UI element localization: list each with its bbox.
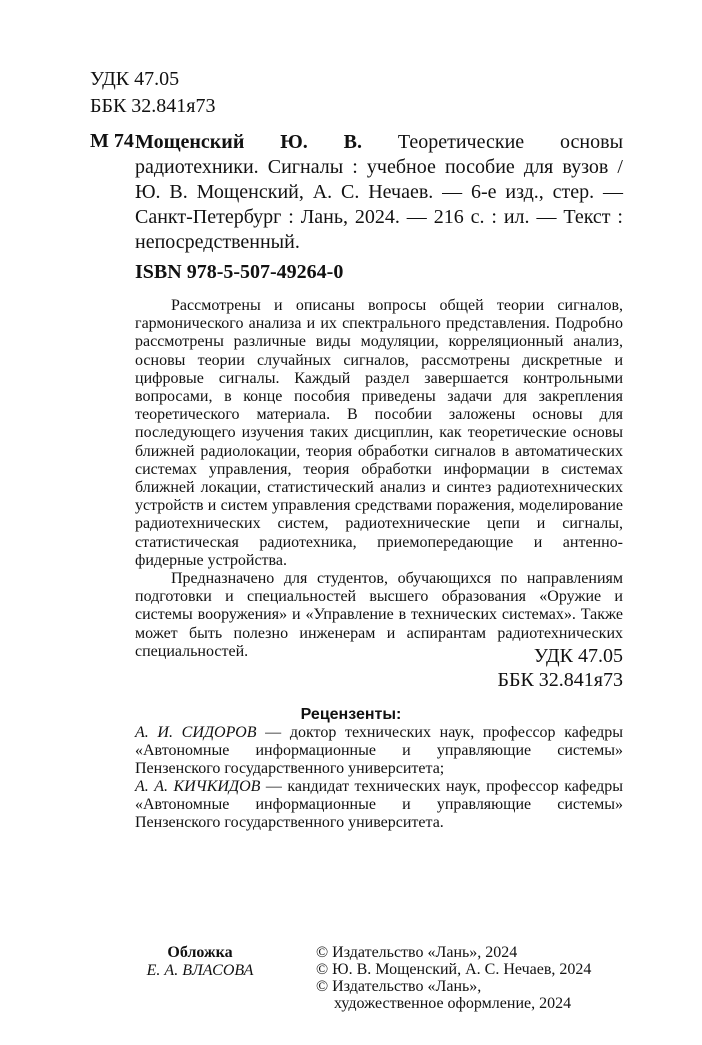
copyright-line: художественное оформление, 2024 xyxy=(334,995,572,1012)
abstract-paragraph: Рассмотрены и описаны вопросы общей теории сигналов, гармонического анализа и их спектрального представления. Подробно рассмотрены различные виды модуляции, корреляционный анализ, основы теории случайных сигналов, рассмотрены дискретные и цифровые сигналы. Каждый раздел завершается контрольными вопросами, в конце пособия приведены задачи для закрепления теоретического материала. В пособии заложены основы для последующего изучения таких дисциплин, как теоретические основы ближней радиолокации, теория обработки сигналов в автоматических системах управления, теория обработки информации в системах ближней локации, статистический анализ и синтез радиотехнических устройств и систем управления средствами поражения, моделирование радиотехнических систем, радиотехнические цепи и сигналы, статистическая радиотехника, приемопередающие и антенно-фидерные устройства. xyxy=(135,297,623,569)
copyright-line: © Ю. В. Мощенский, А. С. Нечаев, 2024 xyxy=(316,961,592,978)
author-cutter-mark: М 74 xyxy=(90,130,134,152)
reviewer-entry xyxy=(135,778,623,832)
copyright-line: © Издательство «Лань», xyxy=(316,978,482,995)
classification-codes-bottom xyxy=(497,644,623,692)
udk-code: УДК 47.05 xyxy=(90,68,180,90)
reviewers-title: Рецензенты: xyxy=(300,706,402,723)
reviewers-list xyxy=(135,724,623,832)
abstract xyxy=(135,297,623,661)
copyright-block xyxy=(316,944,591,1012)
isbn: ISBN 978-5-507-49264-0 xyxy=(135,261,344,283)
reviewer-credentials: — доктор технических наук, профессор кафедры «Автономные информационные и управляющие системы» Пензенского государственного университета; xyxy=(135,724,624,777)
reviewer-entry xyxy=(135,724,623,778)
bbk-code: ББК 32.841я73 xyxy=(90,95,216,117)
bibliographic-record xyxy=(135,130,623,255)
bbk-code: ББК 32.841я73 xyxy=(497,669,623,691)
reviewer-name: А. И. СИДОРОВ xyxy=(135,724,257,741)
author-heading: Мощенский Ю. В. xyxy=(135,131,362,153)
cover-credit xyxy=(140,944,260,980)
udk-code: УДК 47.05 xyxy=(533,645,623,667)
copyright-line: © Издательство «Лань», 2024 xyxy=(316,944,518,961)
bibliographic-description: Теоретические основы радиотехники. Сигналы : учебное пособие для вузов / Ю. В. Мощенский, А. С. Нечаев. — 6-е изд., стер. — Санкт-Петербург : Лань, 2024. — 216 с. : ил. — Текст : непосредственный. xyxy=(135,131,623,253)
abstract-paragraph: Предназначено для студентов, обучающихся по направлениям подготовки и специальностей высшего образования «Оружие и системы вооружения» и «Управление в технических системах». Также может быть полезно инженерам и аспирантам радиотехнических специальностей. xyxy=(135,570,623,660)
classification-codes-top xyxy=(90,66,216,120)
cover-designer-name: Е. А. ВЛАСОВА xyxy=(146,962,254,979)
reviewer-name: А. А. КИЧКИДОВ xyxy=(135,778,261,795)
cover-credit-title: Обложка xyxy=(167,944,233,961)
reviewer-credentials: — кандидат технических наук, профессор кафедры «Автономные информационные и управляющие системы» Пензенского государственного университета. xyxy=(135,778,623,831)
